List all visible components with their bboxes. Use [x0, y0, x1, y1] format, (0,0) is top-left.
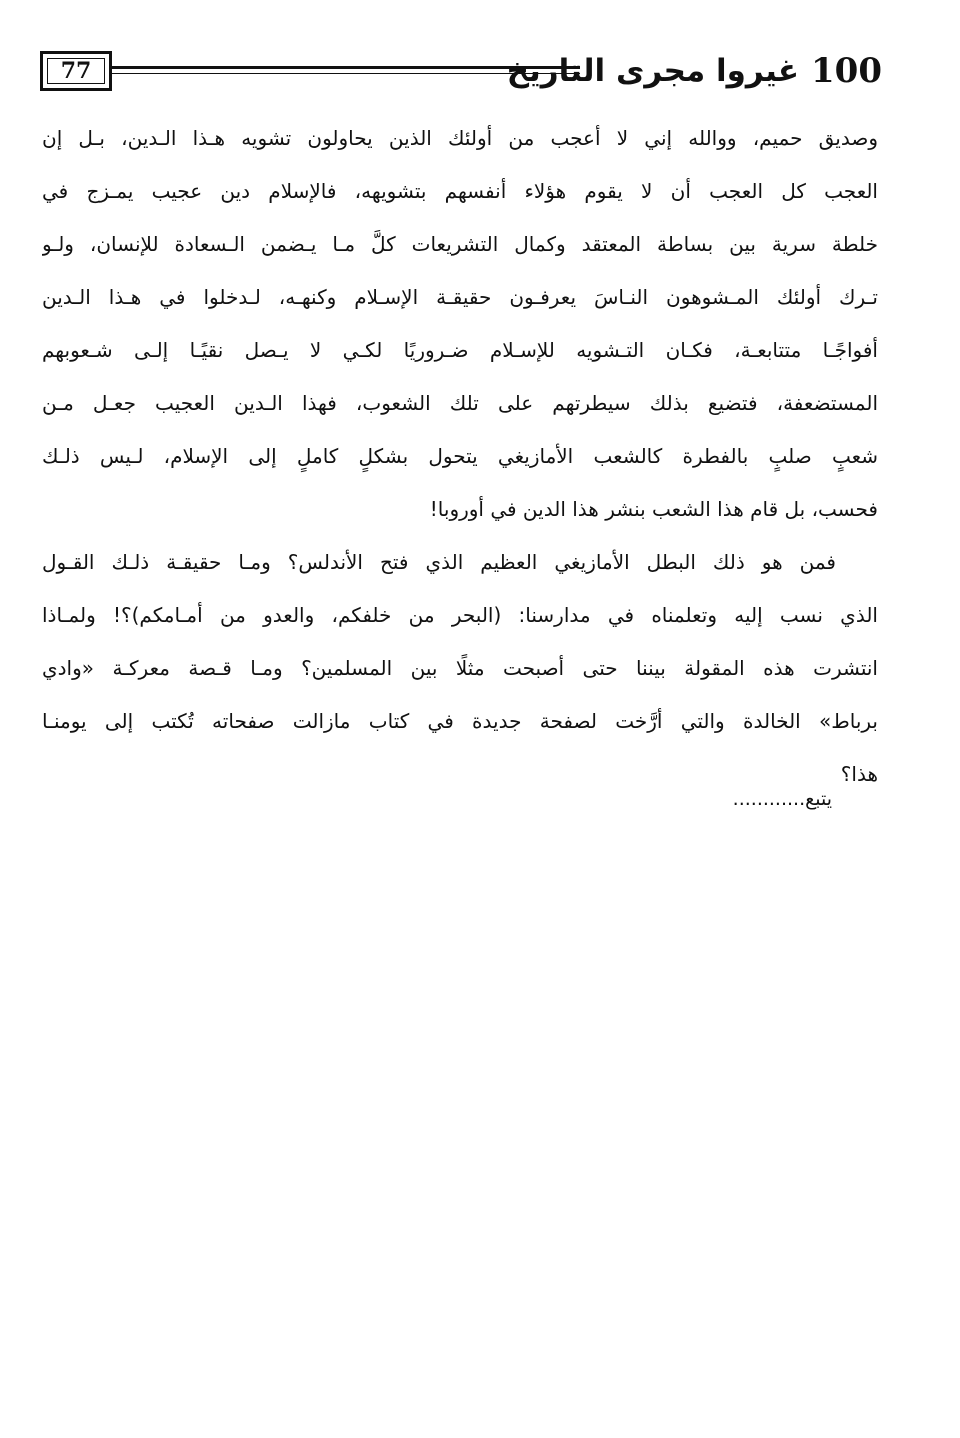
- text-line: أفواجًـا متتابعـة، فكـان التـشويه للإسـلام ضـروريًا لكـي لا يـصل نقيًـا إلـى شـعوبهم: [42, 338, 878, 362]
- text-line: وصديق حميم، ووالله إني لا أعجب من أولئك الذين يحاولون تشويه هـذا الـدين، بـل إن: [42, 126, 878, 150]
- page-number-box: [40, 51, 112, 91]
- running-head: [507, 46, 882, 96]
- text-line: شعبٍ صلبٍ بالفطرة كالشعب الأمازيغي يتحول بشكلٍ كاملٍ إلى الإسلام، لـيس ذلـك: [42, 444, 878, 468]
- text-line: فحسب، بل قام هذا الشعب بنشر هذا الدين في أوروبا!: [429, 497, 878, 521]
- book-title: غيروا مجرى التاريخ: [506, 53, 800, 89]
- continued-marker: يتبع............: [732, 788, 832, 810]
- text-line: انتشرت هذه المقولة بيننا حتى أصبحت مثلًا بين المسلمين؟ ومـا قـصة معركـة «وادي: [42, 656, 878, 680]
- page-number: 77: [60, 58, 92, 84]
- text-line: المستضعفة، فتضيع بذلك سيطرتهم على تلك الشعوب، فهذا الـدين العجيب جعـل مـن: [42, 391, 878, 415]
- text-line: خلطة سرية بين بساطة المعتقد وكمال التشريعات كلَّ مـا يـضمن الـسعادة للإنسان، ولـو: [42, 232, 878, 256]
- text-line: برباط» الخالدة والتي أرَّخت لصفحة جديدة في كتاب مازالت صفحاته تُكتب إلى يومنـا: [42, 709, 878, 733]
- page-body: [42, 112, 878, 801]
- paragraph-2: [42, 536, 878, 801]
- book-number: 100: [811, 51, 882, 91]
- text-line: هذا؟: [840, 762, 878, 786]
- text-line: العجب كل العجب أن لا يقوم هؤلاء أنفسهم بتشويهه، فالإسلام دين عجيب يمـزج في: [42, 179, 878, 203]
- text-line: الذي نسب إليه وتعلمناه في مدارسنا: (البحر من خلفكم، والعدو من أمـامكم)؟! ولمـاذا: [42, 603, 878, 627]
- text-line: فمن هو ذلك البطل الأمازيغي العظيم الذي فتح الأندلس؟ ومـا حقيقـة ذلـك القـول: [42, 550, 836, 574]
- page-header: [40, 46, 882, 102]
- paragraph-1: [42, 112, 878, 536]
- text-line: تـرك أولئك المـشوهون النـاسَ يعرفـون حقيقـة الإسـلام وكنهـه، لـدخلوا في هـذا الـدين: [42, 285, 878, 309]
